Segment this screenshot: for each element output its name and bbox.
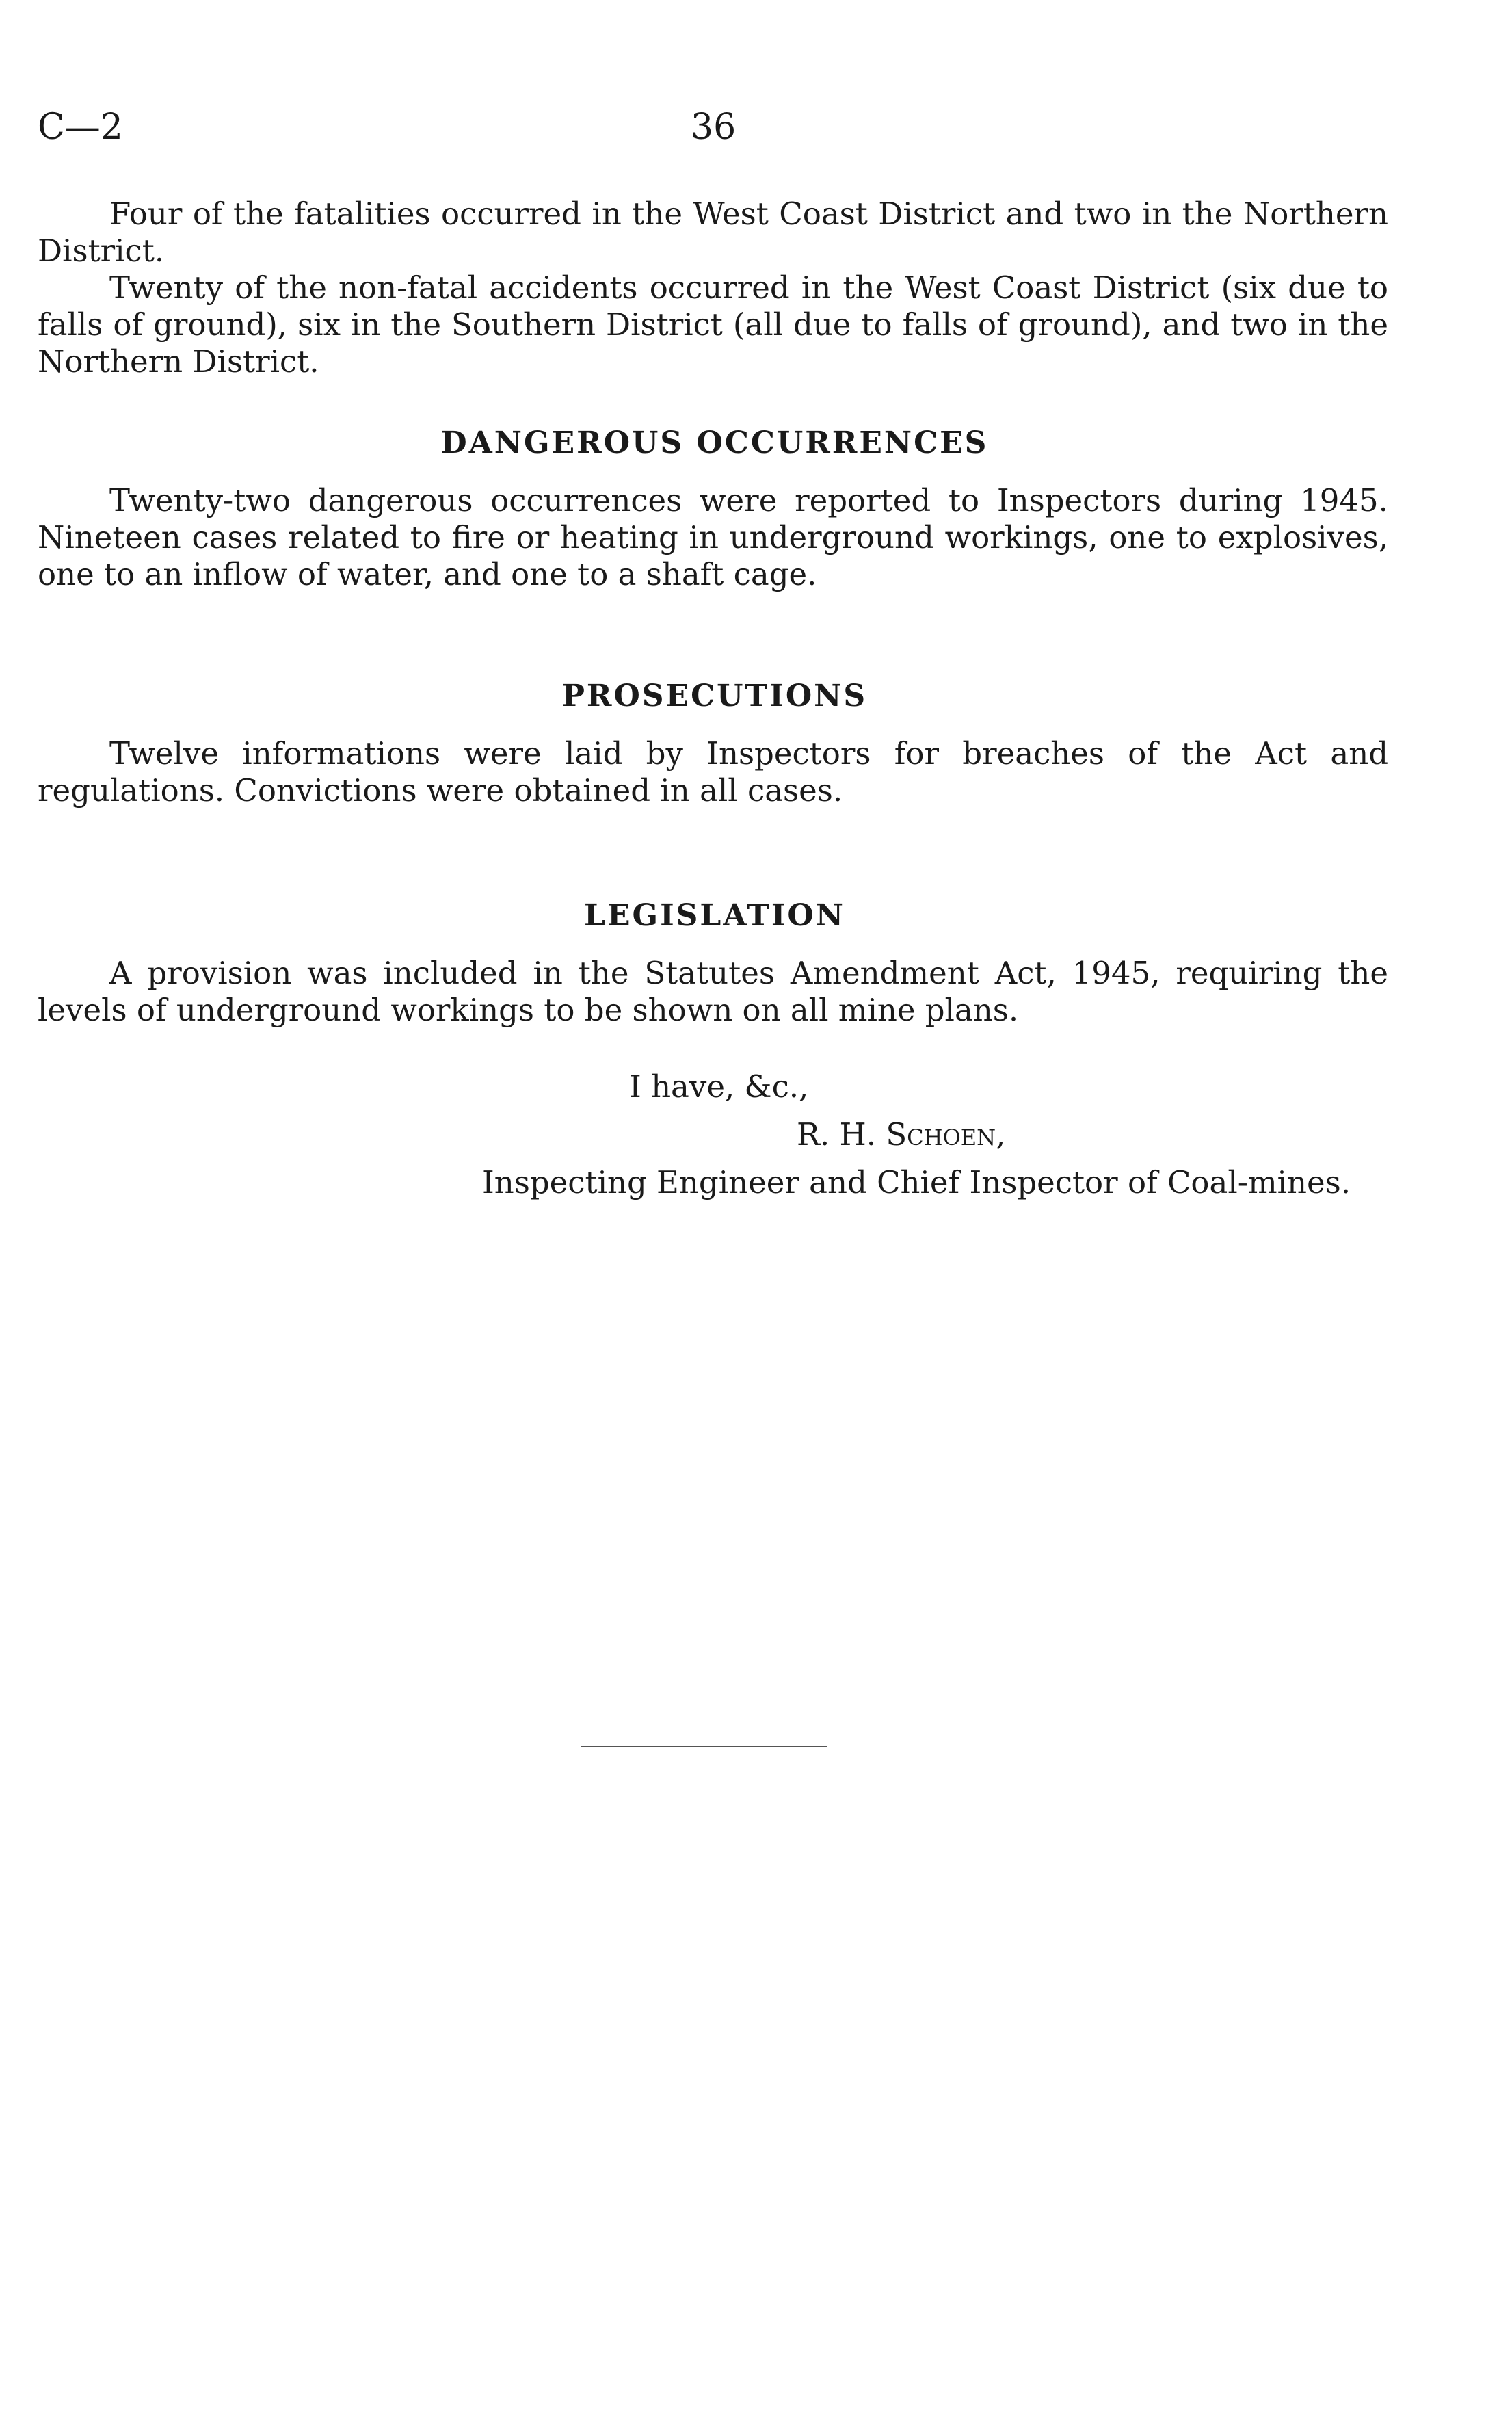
prosecutions-text: Twelve informations were laid by Inspectors for breaches of the Act and regulations. Convictions were obtained in all cases. — [38, 735, 1388, 809]
closing-rule — [581, 1746, 827, 1747]
dangerous-occurrences-heading: DANGEROUS OCCURRENCES — [440, 425, 989, 460]
non-fatal-text: Twenty of the non-fatal accidents occurred in the West Coast District (six due to falls of ground), six in the Southern District (all due to falls of ground), and two in the Northern District. — [38, 270, 1388, 380]
signatory-name — [797, 1116, 1006, 1153]
fatalities-paragraph — [38, 196, 1388, 270]
legislation-heading: LEGISLATION — [584, 898, 845, 933]
legislation-text: A provision was included in the Statutes Amendment Act, 1945, requiring the levels of underground workings to be shown on all mine plans. — [38, 955, 1388, 1028]
document-code: C—2 — [38, 107, 123, 148]
legislation-paragraph — [38, 955, 1388, 1029]
dangerous-occurrences-text: Twenty-two dangerous occurrences were reported to Inspectors during 1945. Nineteen cases related to fire or heating in underground workings, one to explosives, one to an inflow of water, and one to a shaft cage. — [38, 482, 1388, 592]
prosecutions-heading: PROSECUTIONS — [561, 679, 868, 713]
signatory-surname: Schoen, — [886, 1116, 1006, 1153]
prosecutions-paragraph — [38, 735, 1388, 809]
dangerous-occurrences-paragraph — [38, 482, 1388, 593]
page-number: 36 — [691, 107, 737, 148]
fatalities-text: Four of the fatalities occurred in the West Coast District and two in the Northern District. — [38, 196, 1388, 269]
signatory-title: Inspecting Engineer and Chief Inspector of Coal-mines. — [482, 1164, 1351, 1200]
signatory-initials: R. H. — [797, 1116, 877, 1153]
closing-salutation: I have, &c., — [629, 1068, 809, 1105]
non-fatal-paragraph — [38, 270, 1388, 380]
